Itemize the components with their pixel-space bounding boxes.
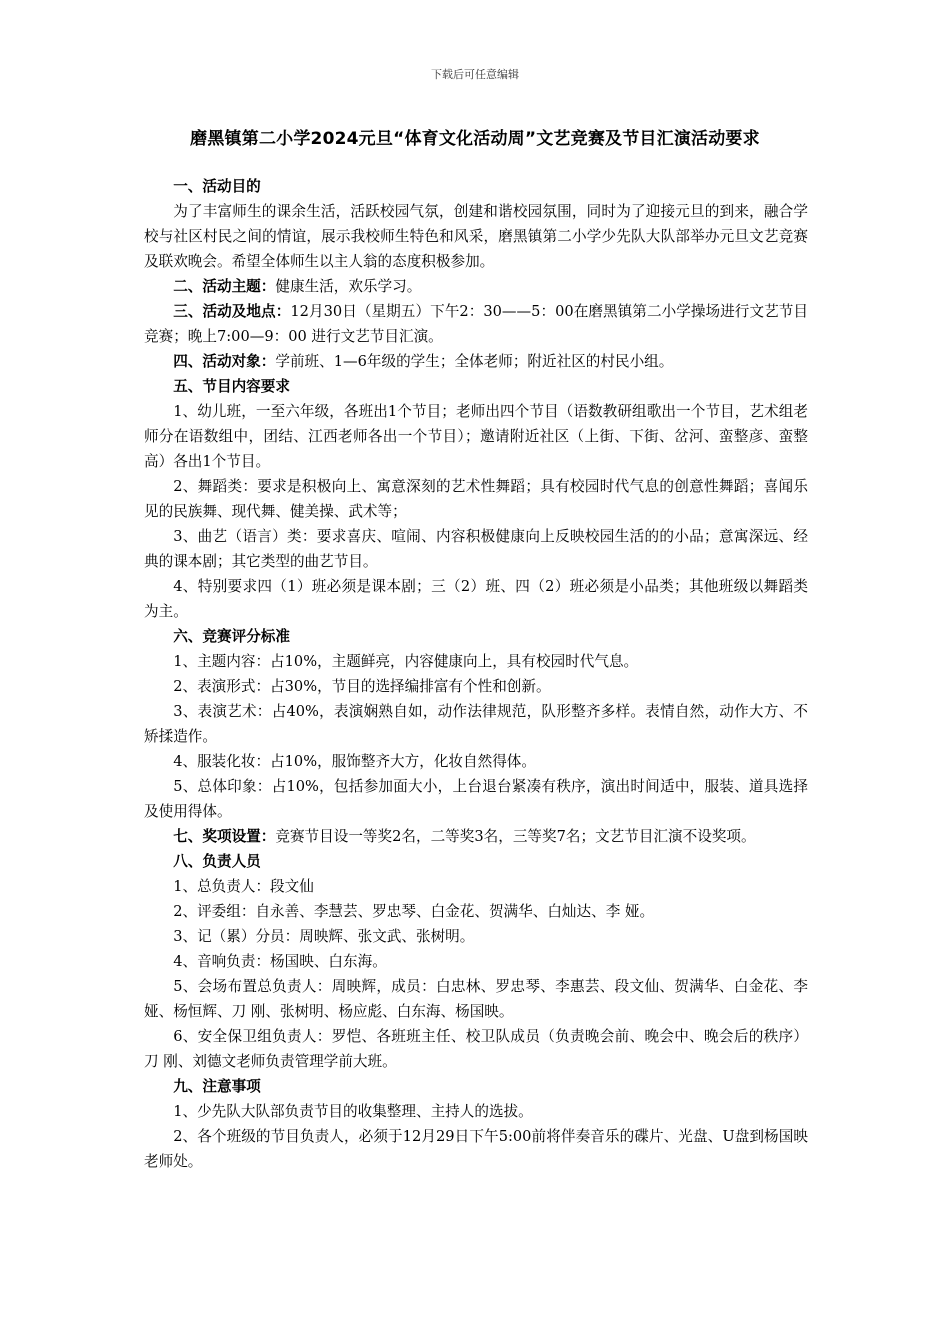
- paragraph: [144, 824, 808, 849]
- paragraph: [144, 1024, 808, 1074]
- paragraph-text: 3、表演艺术：占40%，表演娴熟自如，动作法律规范，队形整齐多样。表情自然，动作大方、不矫揉造作。: [144, 703, 808, 745]
- paragraph: [144, 699, 808, 749]
- paragraph-text: 学前班、1—6年级的学生；全体老师；附近社区的村民小组。: [275, 353, 674, 370]
- paragraph-text: 4、服装化妆：占10%，服饰整齐大方，化妆自然得体。: [173, 753, 536, 770]
- paragraph-text: 3、曲艺（语言）类：要求喜庆、喧闹、内容积极健康向上反映校园生活的的小品；意寓深远、经典的课本剧；其它类型的曲艺节目。: [144, 528, 808, 570]
- paragraph-text: 4、特别要求四（1）班必须是课本剧；三（2）班、四（2）班必须是小品类；其他班级以舞蹈类为主。: [144, 578, 808, 620]
- paragraph-text: 1、少先队大队部负责节目的收集整理、主持人的选拔。: [173, 1103, 533, 1120]
- paragraph-text: 6、安全保卫组负责人：罗恺、各班班主任、校卫队成员（负责晚会前、晚会中、晚会后的秩序）刀 刚、刘德文老师负责管理学前大班。: [144, 1028, 808, 1070]
- paragraph: [144, 349, 808, 374]
- paragraph-text: 1、总负责人：段文仙: [173, 878, 314, 895]
- paragraph: [144, 1099, 808, 1124]
- paragraph: [144, 274, 808, 299]
- paragraph: [144, 199, 808, 274]
- paragraph: [144, 874, 808, 899]
- document-title: 磨黑镇第二小学2024元旦“体育文化活动周”文艺竞赛及节目汇演活动要求: [190, 129, 760, 149]
- paragraph-text: 1、主题内容：占10%，主题鲜亮，内容健康向上，具有校园时代气息。: [173, 653, 639, 670]
- paragraph: [144, 1124, 808, 1174]
- paragraph-text: 3、记（累）分员：周映辉、张文武、张树明。: [173, 928, 475, 945]
- section-heading: 六、竞赛评分标准: [173, 628, 290, 645]
- paragraph-text: 5、总体印象：占10%，包括参加面大小，上台退台紧凑有秩序，演出时间适中，服装、道具选择及使用得体。: [144, 778, 808, 820]
- paragraph: [144, 474, 808, 524]
- section-heading: 二、活动主题：: [173, 278, 276, 295]
- paragraph: [144, 649, 808, 674]
- paragraph-text: 4、音响负责：杨国映、白东海。: [173, 953, 387, 970]
- paragraph: [144, 624, 808, 649]
- paragraph: [144, 399, 808, 474]
- section-heading: 四、活动对象：: [173, 353, 276, 370]
- section-heading: 五、节目内容要求: [173, 378, 290, 395]
- paragraph: [144, 374, 808, 399]
- header-note: 下载后可任意编辑: [431, 68, 519, 81]
- paragraph-text: 竞赛节目设一等奖2名，二等奖3名，三等奖7名；文艺节目汇演不设奖项。: [275, 828, 756, 845]
- paragraph-text: 2、各个班级的节目负责人，必须于12月29日下午5:00前将伴奏音乐的碟片、光盘、U盘到杨国映老师处。: [144, 1128, 808, 1170]
- paragraph: [144, 849, 808, 874]
- paragraph-text: 2、评委组：自永善、李慧芸、罗忠琴、白金花、贺满华、白灿达、李 娅。: [173, 903, 655, 920]
- paragraph: [144, 524, 808, 574]
- paragraph-text: 1、幼儿班，一至六年级，各班出1个节目；老师出四个节目（语数教研组歌出一个节目，艺术组老师分在语数组中，团结、江西老师各出一个节目）；邀请附近社区（上街、下街、岔河、蛮整彦、蛮整高）各出1个节目。: [144, 403, 808, 470]
- paragraph: [144, 774, 808, 824]
- paragraph: [144, 749, 808, 774]
- paragraph: [144, 899, 808, 924]
- paragraph-text: 为了丰富师生的课余生活，活跃校园气氛，创建和谐校园氛围，同时为了迎接元旦的到来，融合学校与社区村民之间的情谊，展示我校师生特色和风采，磨黑镇第二小学少先队大队部举办元旦文艺竞赛及联欢晚会。希望全体师生以主人翁的态度积极参加。: [144, 203, 808, 270]
- paragraph-text: 5、会场布置总负责人：周映辉，成员：白忠林、罗忠琴、李惠芸、段文仙、贺满华、白金花、李 娅、杨恒辉、刀 刚、张树明、杨应彪、白东海、杨国映。: [144, 978, 808, 1020]
- document-body: [144, 174, 808, 1174]
- paragraph: [144, 299, 808, 349]
- paragraph: [144, 174, 808, 199]
- paragraph: [144, 974, 808, 1024]
- paragraph: [144, 949, 808, 974]
- paragraph: [144, 1074, 808, 1099]
- paragraph-text: 12月30日（星期五）下午2：30——5：00在磨黑镇第二小学操场进行文艺节目竞赛；晚上7:00—9：00 进行文艺节目汇演。: [144, 303, 808, 345]
- section-heading: 八、负责人员: [173, 853, 261, 870]
- section-heading: 三、活动及地点：: [173, 303, 291, 320]
- section-heading: 七、奖项设置：: [173, 828, 276, 845]
- paragraph-text: 健康生活，欢乐学习。: [275, 278, 422, 295]
- paragraph-text: 2、表演形式：占30%，节目的选择编排富有个性和创新。: [173, 678, 551, 695]
- paragraph: [144, 674, 808, 699]
- paragraph: [144, 574, 808, 624]
- paragraph-text: 2、舞蹈类：要求是积极向上、寓意深刻的艺术性舞蹈；具有校园时代气息的创意性舞蹈；喜闻乐见的民族舞、现代舞、健美操、武术等；: [144, 478, 808, 520]
- section-heading: 九、注意事项: [173, 1078, 261, 1095]
- section-heading: 一、活动目的: [173, 178, 261, 195]
- paragraph: [144, 924, 808, 949]
